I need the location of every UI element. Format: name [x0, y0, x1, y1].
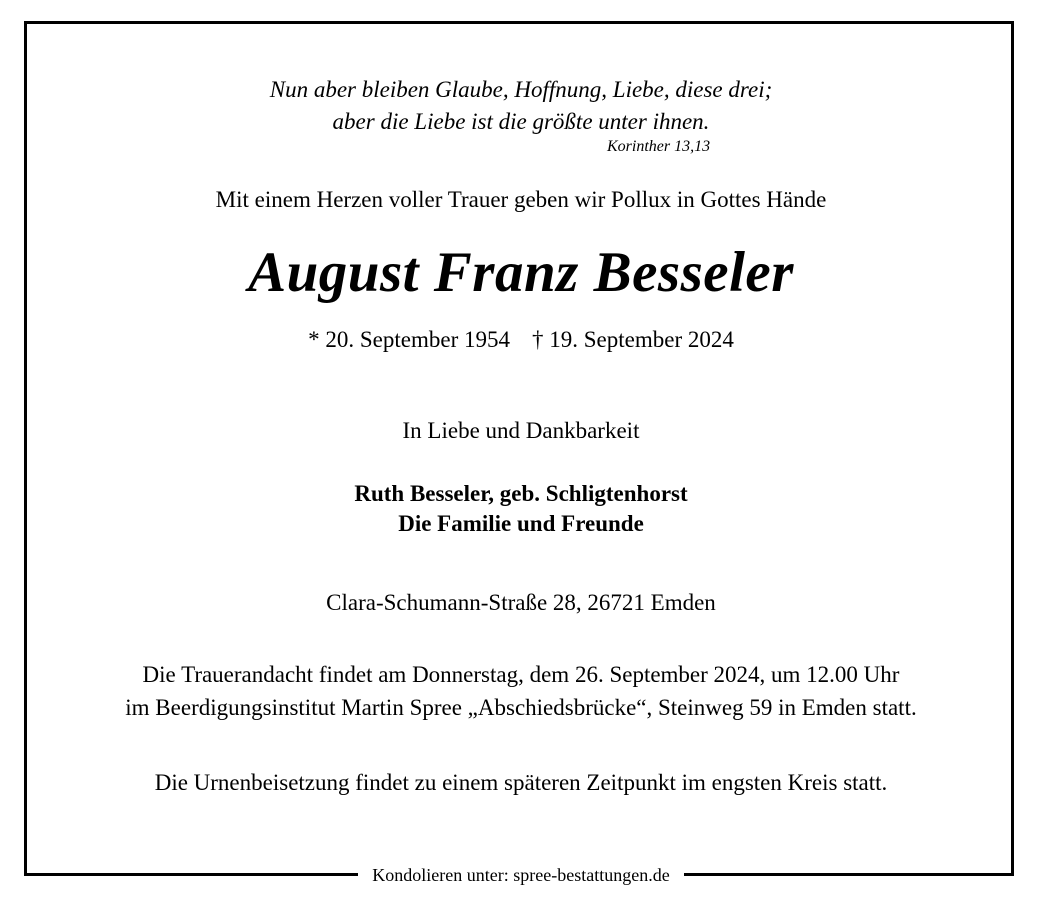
service-line-2: im Beerdigungsinstitut Martin Spree „Abschiedsbrücke“, Steinweg 59 in Emden statt. — [125, 695, 917, 720]
life-dates — [0, 327, 1042, 353]
intro-text: Mit einem Herzen voller Trauer geben wir Pollux in Gottes Hände — [215, 187, 827, 212]
death-date: † 19. September 2024 — [532, 327, 734, 352]
verse-reference: Korinther 13,13 — [607, 138, 711, 155]
verse-line-2: aber die Liebe ist die größte unter ihnen. — [332, 109, 710, 134]
service-line-1: Die Trauerandacht findet am Donnerstag, dem 26. September 2024, um 12.00 Uhr — [142, 662, 900, 687]
mourner-line-2: Die Familie und Freunde — [398, 511, 644, 536]
condolence-link[interactable]: Kondolieren unter: spree-bestattungen.de — [358, 862, 683, 888]
footer — [0, 862, 1042, 888]
obituary-border — [24, 21, 1014, 876]
closing-phrase: In Liebe und Dankbarkeit — [402, 418, 640, 443]
verse-line-1: Nun aber bleiben Glaube, Hoffnung, Liebe, diese drei; — [269, 77, 773, 102]
family-address: Clara-Schumann-Straße 28, 26721 Emden — [326, 590, 716, 615]
mourner-line-1: Ruth Besseler, geb. Schligtenhorst — [354, 481, 688, 506]
birth-date: * 20. September 1954 — [308, 327, 510, 352]
urn-burial-note: Die Urnenbeisetzung findet zu einem späteren Zeitpunkt im engsten Kreis statt. — [154, 770, 888, 795]
deceased-name: August Franz Besseler — [248, 241, 794, 304]
